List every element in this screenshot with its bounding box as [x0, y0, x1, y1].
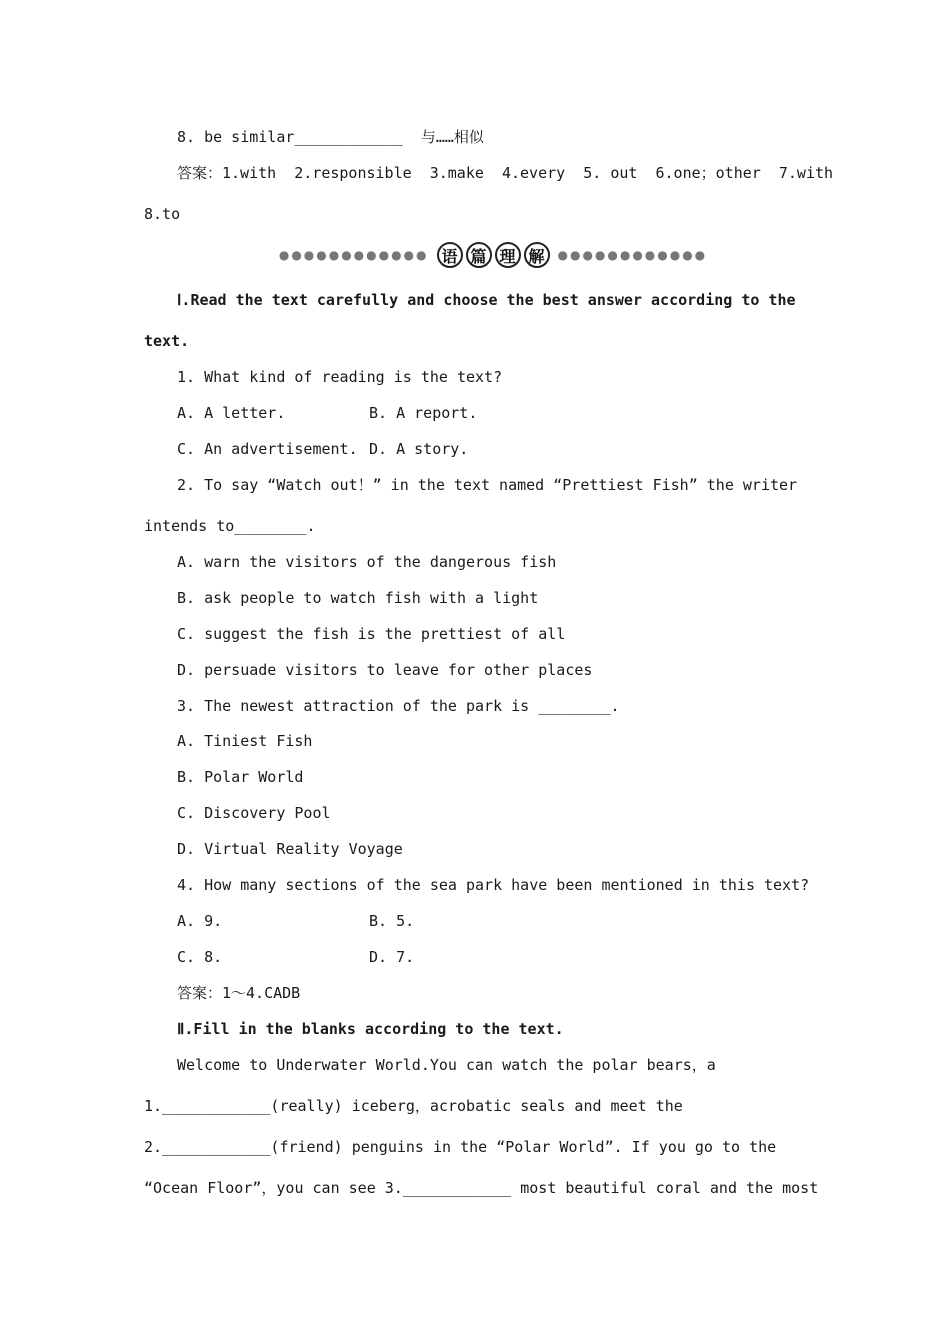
banner-char: 解 — [524, 242, 550, 268]
part2-passage-line: 1.____________(really) iceberg，acrobatic seals and meet the — [144, 1097, 683, 1115]
banner-title — [437, 242, 550, 268]
question-2-option-b: B. ask people to watch fish with a light — [177, 589, 539, 607]
part2-passage-line: Welcome to Underwater World.You can watch the polar bears，a — [177, 1056, 716, 1074]
part1-answer: 答案：1～4.CADB — [177, 984, 301, 1002]
banner-dots-left: ●●●●●●●●●●●● — [278, 248, 429, 262]
question-4-option-a: A. 9. — [177, 912, 223, 930]
vocab-answer-line-continued: 8.to — [144, 205, 181, 223]
banner-char: 语 — [437, 242, 463, 268]
vocab-item-8: 8. be similar____________ 与……相似 — [177, 128, 484, 146]
question-1-option-a: A. A letter. — [177, 404, 286, 422]
question-3-option-d: D. Virtual Reality Voyage — [177, 840, 403, 858]
part2-passage-line: 2.____________(friend) penguins in the “Polar World”. If you go to the — [144, 1138, 777, 1156]
question-1-option-c: C. An advertisement. — [177, 440, 358, 458]
question-3-stem: 3. The newest attraction of the park is ________. — [177, 697, 620, 715]
question-2-stem: 2. To say “Watch out！” in the text named “Prettiest Fish” the writer — [177, 476, 798, 494]
question-4-option-b: B. 5. — [369, 912, 415, 930]
question-4-stem: 4. How many sections of the sea park have been mentioned in this text? — [177, 876, 810, 894]
banner-char: 篇 — [466, 242, 492, 268]
question-1-option-b: B. A report. — [369, 404, 478, 422]
question-3-option-c: C. Discovery Pool — [177, 804, 331, 822]
question-1-option-d: D. A story. — [369, 440, 469, 458]
part1-heading: Ⅰ.Read the text carefully and choose the best answer according to the — [177, 291, 796, 309]
question-3-option-a: A. Tiniest Fish — [177, 732, 313, 750]
question-2-option-d: D. persuade visitors to leave for other places — [177, 661, 593, 679]
question-2-option-a: A. warn the visitors of the dangerous fish — [177, 553, 557, 571]
part2-passage-line: “Ocean Floor”，you can see 3.____________ most beautiful coral and the most — [144, 1179, 819, 1197]
banner-char: 理 — [495, 242, 521, 268]
question-4-option-d: D. 7. — [369, 948, 415, 966]
question-3-option-b: B. Polar World — [177, 768, 304, 786]
question-4-option-c: C. 8. — [177, 948, 223, 966]
question-2-option-c: C. suggest the fish is the prettiest of all — [177, 625, 566, 643]
question-1-stem: 1. What kind of reading is the text? — [177, 368, 503, 386]
vocab-answer-line: 答案：1.with 2.responsible 3.make 4.every 5. out 6.one；other 7.with — [177, 164, 834, 182]
banner-dots-right: ●●●●●●●●●●●● — [557, 248, 708, 262]
section-banner — [278, 238, 708, 272]
question-2-stem-continued: intends to________. — [144, 517, 316, 535]
part1-heading-continued: text. — [144, 332, 190, 350]
part2-heading: Ⅱ.Fill in the blanks according to the text. — [177, 1020, 564, 1038]
